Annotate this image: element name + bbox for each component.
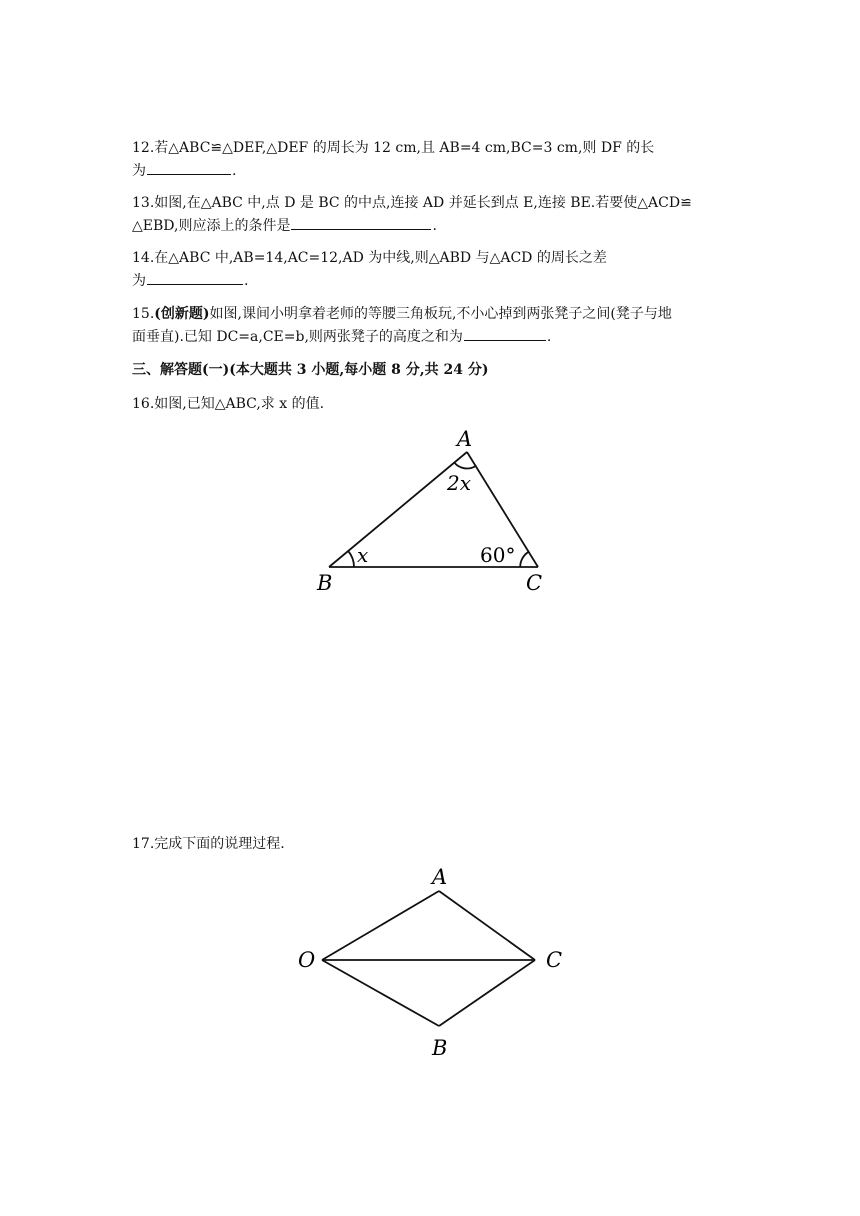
q16-label-a: A bbox=[457, 427, 473, 451]
q14-suffix: . bbox=[244, 273, 249, 289]
q16-side-ab bbox=[329, 452, 467, 567]
q15-line1-rest: 如图,课间小明拿着老师的等腰三角板玩,不小心掉到两张凳子之间(凳子与地 bbox=[209, 306, 672, 322]
q13-line1: 13.如图,在△ABC 中,点 D 是 BC 的中点,连接 AD 并延长到点 E,连接 BE.若要使△ACD≌ bbox=[132, 195, 692, 211]
q16-text: 16.如图,已知△ABC,求 x 的值. bbox=[132, 396, 325, 412]
q12-prefix: 为 bbox=[132, 163, 146, 179]
q15-suffix: . bbox=[546, 329, 552, 345]
q16-triangle-figure bbox=[300, 420, 570, 600]
q17-quadrilateral-figure bbox=[290, 860, 580, 1065]
q17-label-b: B bbox=[432, 1036, 448, 1060]
q17-side-ac bbox=[439, 891, 535, 960]
q16-angle-mark-c bbox=[520, 552, 528, 567]
q17-label-o: O bbox=[298, 948, 316, 972]
q15-answer-blank[interactable] bbox=[464, 326, 546, 341]
q14-line1: 14.在△ABC 中,AB=14,AC=12,AD 为中线,则△ABD 与△ACD 的周长之差 bbox=[132, 250, 607, 266]
q15-line2 bbox=[132, 326, 551, 347]
q17-label-a: A bbox=[432, 865, 448, 889]
q17-side-ob bbox=[322, 960, 439, 1026]
q15-tag: (创新题) bbox=[154, 306, 210, 322]
q17-text: 17.完成下面的说理过程. bbox=[132, 836, 285, 852]
q12-suffix: . bbox=[232, 163, 237, 179]
q14-line2 bbox=[132, 270, 248, 291]
q12-line2 bbox=[132, 160, 236, 181]
q13-prefix: △EBD,则应添上的条件是 bbox=[132, 218, 291, 234]
q14-answer-blank[interactable] bbox=[147, 270, 243, 285]
q17-side-bc bbox=[439, 960, 535, 1026]
q13-suffix: . bbox=[432, 218, 437, 234]
q16-angle-a-label: 2x bbox=[447, 471, 472, 495]
q16-angle-c-label: 60° bbox=[480, 543, 516, 567]
q15-number: 15. bbox=[132, 306, 155, 322]
q16-angle-mark-b bbox=[348, 551, 354, 567]
q13-line2 bbox=[132, 215, 437, 236]
q16-label-b: B bbox=[317, 571, 333, 595]
q14-prefix: 为 bbox=[132, 273, 146, 289]
q12-answer-blank[interactable] bbox=[147, 160, 231, 175]
q16-label-c: C bbox=[526, 571, 543, 595]
q15-prefix: 面垂直).已知 DC=a,CE=b,则两张凳子的高度之和为 bbox=[132, 329, 463, 345]
q16-angle-mark-a bbox=[454, 463, 475, 469]
q13-answer-blank[interactable] bbox=[291, 215, 431, 230]
q15-line1 bbox=[132, 304, 672, 324]
q12-line1: 12.若△ABC≌△DEF,△DEF 的周长为 12 cm,且 AB=4 cm,BC=3 cm,则 DF 的长 bbox=[132, 140, 655, 156]
q17-side-oa bbox=[322, 891, 439, 960]
q16-angle-b-label: x bbox=[357, 543, 369, 567]
section-3-heading: 三、解答题(一)(本大题共 3 小题,每小题 8 分,共 24 分) bbox=[132, 362, 489, 378]
q17-label-c: C bbox=[546, 948, 563, 972]
